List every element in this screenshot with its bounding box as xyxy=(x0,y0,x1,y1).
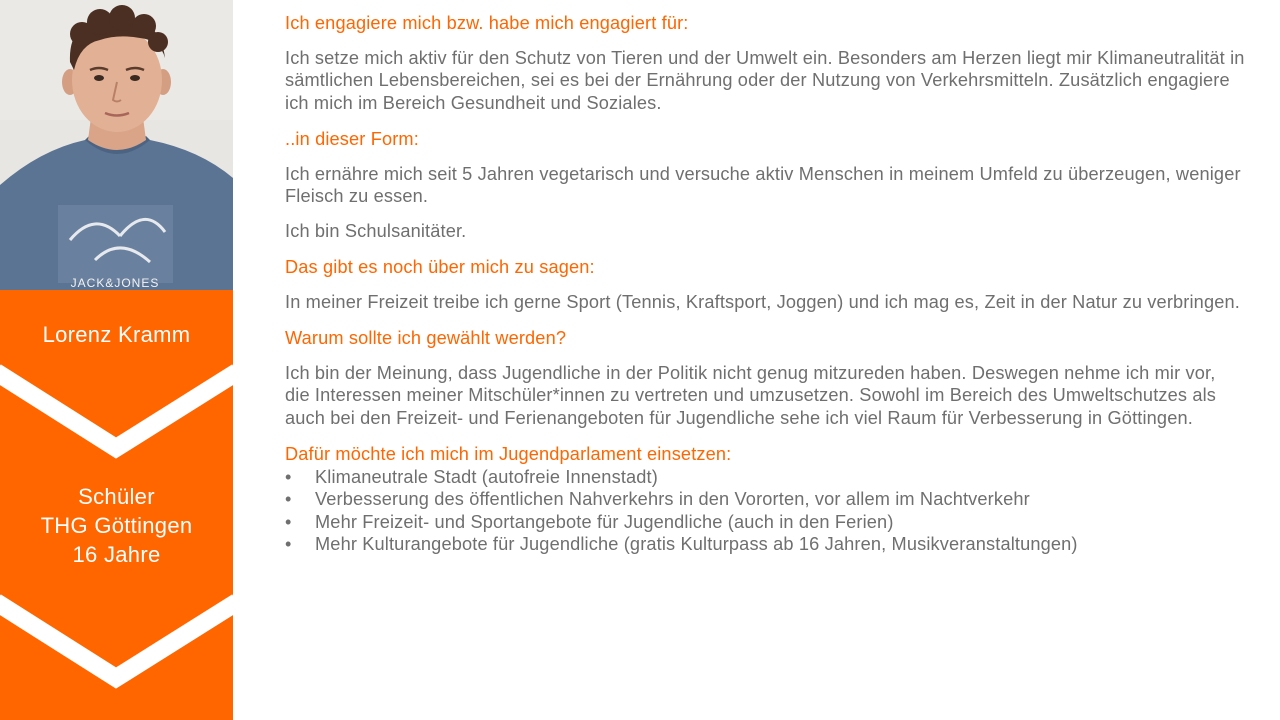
form-text-vegetarian: Ich ernähre mich seit 5 Jahren vegetarisch und versuche aktiv Menschen in meinem Umfeld zu überzeugen, weniger Fleisch zu essen. xyxy=(285,163,1241,206)
candidate-info xyxy=(0,482,233,569)
list-item xyxy=(285,511,1245,534)
chevron-decoration xyxy=(0,0,233,720)
candidate-age: 16 Jahre xyxy=(72,542,161,567)
engagement-text: Ich setze mich aktiv für den Schutz von Tieren und der Umwelt ein. Besonders am Herzen liegt mir Klimaneutralität in sämtlichen Lebensbereichen, sei es bei der Ernährung oder der Nutzung von Verkehrsmitteln. Zusätzlich engagiere ich mich im Bereich Gesundheit und Soziales. xyxy=(285,47,1245,113)
goal-text: Mehr Freizeit- und Sportangebote für Jugendliche (auch in den Ferien) xyxy=(315,511,894,532)
bullet-icon: • xyxy=(285,511,292,532)
why-heading: Warum sollte ich gewählt werden? xyxy=(285,328,567,348)
list-item xyxy=(285,466,1245,489)
shirt-print-text: JACK&JONES xyxy=(70,276,160,290)
bullet-icon: • xyxy=(285,534,292,554)
why-text: Ich bin der Meinung, dass Jugendliche in der Politik nicht genug mitzureden haben. Deswegen nehme ich mir vor, die Interessen meiner Mitschüler*innen zu vertreten und umzusetzen. Sowohl im Bereich des Umweltschutzes als auch bei den Freizeit- und Ferienangeboten für Jugendliche sehe ich viel Raum für Verbesserung in Göttingen. xyxy=(285,362,1217,428)
goals-heading: Dafür möchte ich mich im Jugendparlament einsetzen: xyxy=(285,444,732,464)
goal-text: Klimaneutrale Stadt (autofreie Innenstadt) xyxy=(315,466,658,487)
chevron-down-icon xyxy=(0,602,233,678)
goals-list xyxy=(285,466,1245,556)
profile-sidebar xyxy=(0,0,233,720)
about-heading: Das gibt es noch über mich zu sagen: xyxy=(285,257,595,277)
form-heading: ..in dieser Form: xyxy=(285,129,419,149)
form-text-paramedic: Ich bin Schulsanitäter. xyxy=(285,220,467,241)
list-item xyxy=(285,533,1245,556)
goal-text: Verbesserung des öffentlichen Nahverkehrs in den Vororten, vor allem im Nachtverkehr xyxy=(315,489,1030,509)
bullet-icon: • xyxy=(285,466,292,487)
candidate-school: THG Göttingen xyxy=(40,513,193,538)
candidate-name: Lorenz Kramm xyxy=(42,322,191,347)
engagement-heading: Ich engagiere mich bzw. habe mich engagiert für: xyxy=(285,13,689,33)
goal-text: Mehr Kulturangebote für Jugendliche (gratis Kulturpass ab 16 Jahren, Musikveranstaltungen) xyxy=(315,534,1078,554)
candidate-profile-text xyxy=(285,12,1245,556)
candidate-occupation: Schüler xyxy=(78,484,155,509)
chevron-down-icon xyxy=(0,372,233,448)
about-text: In meiner Freizeit treibe ich gerne Sport (Tennis, Kraftsport, Joggen) und ich mag es, Zeit in der Natur zu verbringen. xyxy=(285,291,1240,312)
bullet-icon: • xyxy=(285,489,292,509)
list-item xyxy=(285,488,1245,511)
